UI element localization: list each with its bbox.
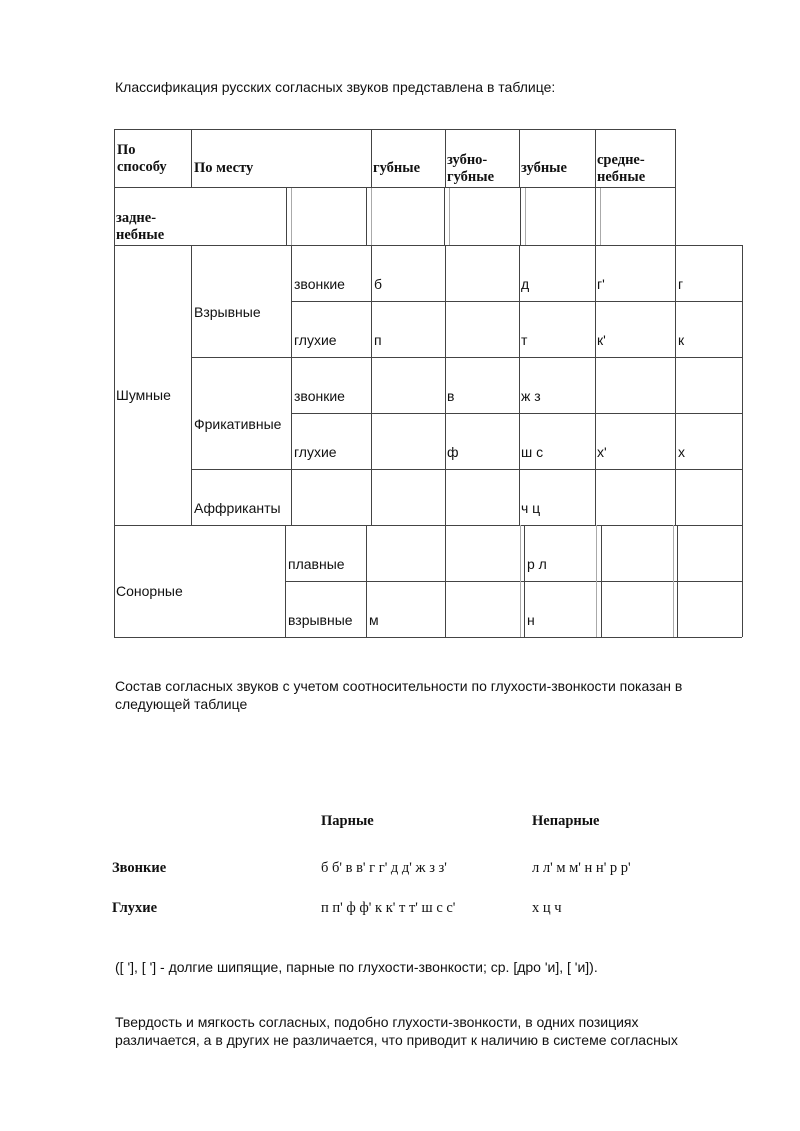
- cell: н: [527, 612, 535, 628]
- header-by-place: По месту: [194, 160, 254, 176]
- note-text: ([ '], [ '] - долгие шипящие, парные по глухости-звонкости; ср. [дро 'и], [ 'и]).: [115, 959, 598, 975]
- group-sonorant: Сонорные: [116, 583, 183, 599]
- cell: ш с: [521, 444, 544, 460]
- row-type: глухие: [294, 444, 337, 460]
- cell: м: [369, 612, 379, 628]
- cell: к': [597, 332, 606, 348]
- cell: п: [374, 332, 382, 348]
- cell: г: [678, 276, 684, 292]
- cell: х': [597, 444, 607, 460]
- row-type: взрывные: [288, 612, 353, 628]
- voiced-unpaired: л л' м м' н н' р р': [532, 860, 631, 876]
- row-type: плавные: [288, 556, 345, 572]
- cell: б: [374, 276, 383, 292]
- cell: ф: [447, 444, 459, 460]
- cell: г': [597, 276, 605, 292]
- cell: в: [447, 388, 455, 404]
- group-noisy: Шумные: [116, 387, 171, 403]
- col-unpaired: Непарные: [532, 813, 600, 829]
- paragraph-3-line-2: различается, а в других не различается, что приводит к наличию в системе согласных: [115, 1032, 678, 1048]
- header-labiodental: зубно-губные: [447, 152, 495, 185]
- cell: ч ц: [521, 500, 541, 516]
- cell: ж з: [521, 388, 541, 404]
- row-type: звонкие: [294, 276, 345, 292]
- header-labial: губные: [373, 160, 421, 176]
- paragraph-2: Состав согласных звуков с учетом соотносительности по глухости-звонкости показан в следующей таблице: [115, 678, 683, 712]
- voiced-paired: б б' в в' г г' д д' ж з з': [321, 860, 447, 876]
- cell: р л: [527, 556, 547, 572]
- voiceless-unpaired: х ц ч: [532, 900, 562, 916]
- manner-fricative: Фрикативные: [194, 416, 282, 432]
- intro-text: Классификация русских согласных звуков представлена в таблице:: [115, 79, 556, 95]
- manner-plosive: Взрывные: [194, 304, 261, 320]
- paragraph-3-line-1: Твердость и мягкость согласных, подобно глухости-звонкости, в одних позициях: [115, 1014, 639, 1030]
- cell: х: [678, 444, 685, 460]
- row-voiced-label: Звонкие: [112, 860, 167, 876]
- cell: д: [521, 276, 530, 292]
- header-back-palatal: задне-небные: [116, 210, 165, 243]
- row-voiceless-label: Глухие: [112, 900, 158, 916]
- cell: т: [521, 332, 528, 348]
- col-paired: Парные: [321, 813, 374, 829]
- manner-affricate: Аффриканты: [194, 500, 281, 516]
- header-by-manner: По способу: [117, 142, 167, 175]
- header-dental: зубные: [521, 160, 567, 176]
- row-type: звонкие: [294, 388, 345, 404]
- header-mid-palatal: средне-небные: [597, 152, 646, 185]
- voiceless-paired: п п' ф ф' к к' т т' ш с с': [321, 900, 456, 916]
- cell: к: [678, 332, 685, 348]
- row-type: глухие: [294, 332, 337, 348]
